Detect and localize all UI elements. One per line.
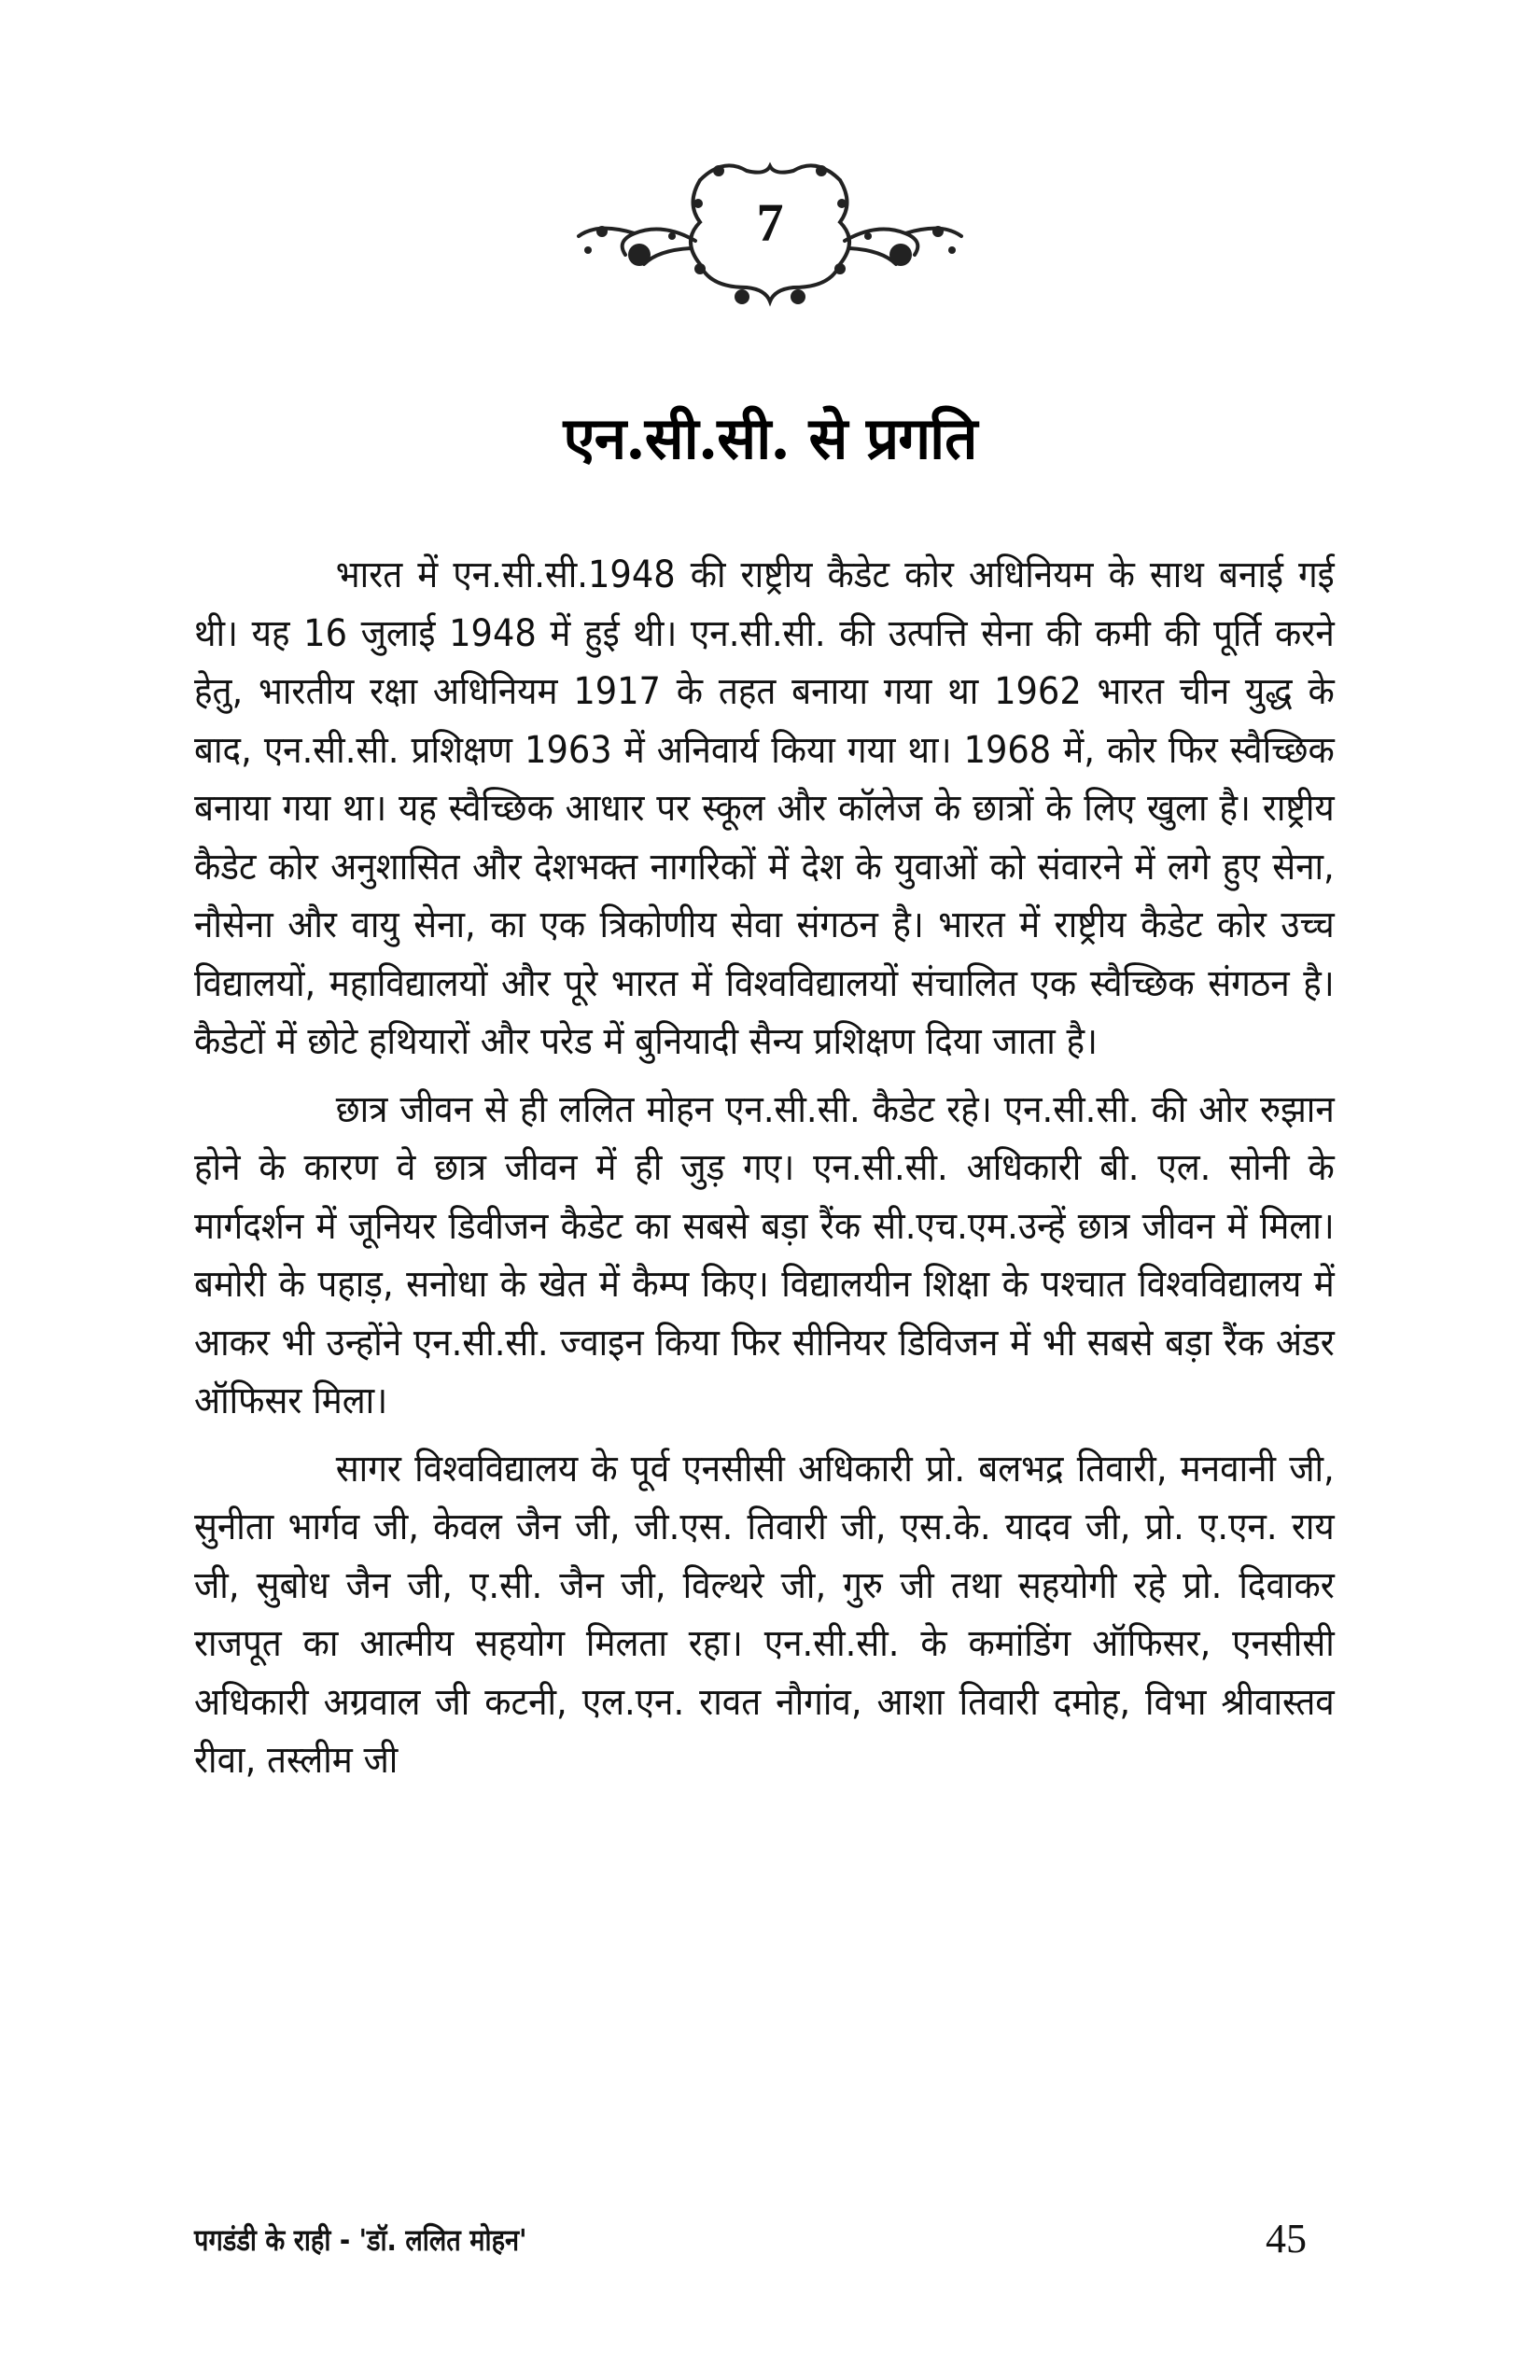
paragraph: सागर विश्वविद्यालय के पूर्व एनसीसी अधिकारी प्रो. बलभद्र तिवारी, मनवानी जी, सुनीता भार्गव जी, केवल जैन जी, जी.एस. तिवारी जी, एस.के. यादव जी, प्रो. ए.एन. राय जी, सुबोध जैन जी, ए.सी. जैन जी, विल्थरे जी, गुरु जी तथा सहयोगी रहे प्रो. दिवाकर राजपूत का आत्मीय सहयोग मिलता रहा। एन.सी.सी. के कमांडिंग ऑफिसर, एनसीसी अधिकारी अग्रवाल जी कटनी, एल.एन. रावत नौगांव, आशा तिवारी दमोह, विभा श्रीवास्तव रीवा, तस्लीम जी <box>194 1447 1335 1782</box>
chapter-body <box>194 546 1335 1790</box>
chapter-ornament <box>560 147 980 315</box>
chapter-number: 7 <box>756 192 784 253</box>
footer-book-title: पगडंडी के राही - 'डॉ. ललित मोहन' <box>194 2222 527 2258</box>
paragraph: भारत में एन.सी.सी.1948 की राष्ट्रीय कैडेट कोर अधिनियम के साथ बनाई गई थी। यह 16 जुलाई 1948 में हुई थी। एन.सी.सी. की उत्पत्ति सेना की कमी की पूर्ति करने हेतु, भारतीय रक्षा अधिनियम 1917 के तहत बनाया गया था 1962 भारत चीन युद्ध के बाद, एन.सी.सी. प्रशिक्षण 1963 में अनिवार्य किया गया था। 1968 में, कोर फिर स्वैच्छिक बनाया गया था। यह स्वैच्छिक आधार पर स्कूल और कॉलेज के छात्रों के लिए खुला है। राष्ट्रीय कैडेट कोर अनुशासित और देशभक्त नागरिकों में देश के युवाओं को संवारने में लगे हुए सेना, नौसेना और वायु सेना, का एक त्रिकोणीय सेवा संगठन है। भारत में राष्ट्रीय कैडेट कोर उच्च विद्यालयों, महाविद्यालयों और पूरे भारत में विश्वविद्यालयों संचालित एक स्वैच्छिक संगठन है। कैडेटों में छोटे हथियारों और परेड में बुनियादी सैन्य प्रशिक्षण दिया जाता है। <box>194 553 1335 1063</box>
page-footer <box>194 2216 1335 2266</box>
chapter-title: एन.सी.सी. से प्रगति <box>563 403 977 472</box>
paragraph: छात्र जीवन से ही ललित मोहन एन.सी.सी. कैडेट रहे। एन.सी.सी. की ओर रुझान होने के कारण वे छात्र जीवन में ही जुड़ गए। एन.सी.सी. अधिकारी बी. एल. सोनी के मार्गदर्शन में जूनियर डिवीजन कैडेट का सबसे बड़ा रैंक सी.एच.एम.उन्हें छात्र जीवन में मिला। बमोरी के पहाड़, सनोधा के खेत में कैम्प किए। विद्यालयीन शिक्षा के पश्चात विश्वविद्यालय में आकर भी उन्होंने एन.सी.सी. ज्वाइन किया फिर सीनियर डिविजन में भी सबसे बड़ा रैंक अंडर ऑफिसर मिला। <box>194 1087 1335 1422</box>
page-number: 45 <box>1266 2216 1307 2261</box>
